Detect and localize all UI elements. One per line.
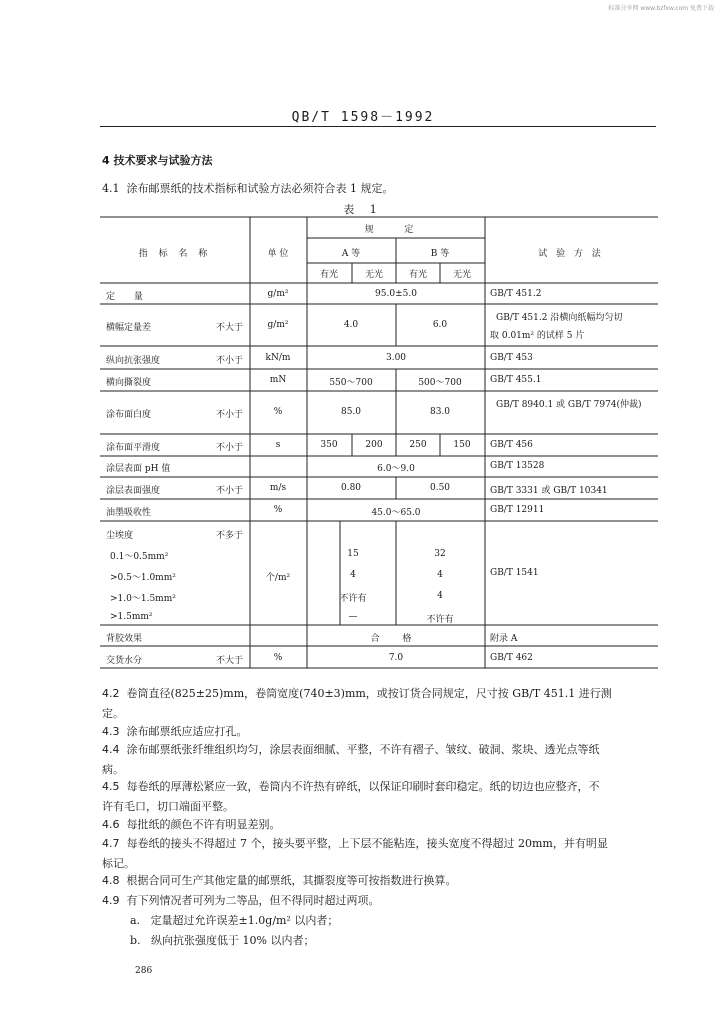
row-name: 横幅定量差 [106,323,152,333]
clause-text-cont: 定。 [102,707,124,720]
list-item-b [130,932,315,948]
header-grade-a: A 等 [341,249,361,259]
clause-4-9 [102,891,658,911]
header-spec: 规 定 [364,225,428,235]
dirt-value-a: 不许有 [339,594,367,604]
row-unit: kN/m [265,353,291,363]
row-name: 油墨吸收性 [106,508,152,518]
row-unit: % [273,505,283,515]
row-value: 95.0±5.0 [375,289,417,299]
row-value-b-matte: 150 [453,440,471,450]
row-method: GB/T 451.2 [490,289,542,299]
dirt-value-a: — [348,612,358,622]
row-value-b: 83.0 [429,407,451,417]
row-name: 涂布面平滑度 [106,443,161,453]
row-value: 45.0～65.0 [371,508,421,518]
row-unit: % [273,653,283,663]
row-name: 定 量 [106,292,151,302]
clause-number: 4.6 [102,818,120,831]
row-qualifier: 不小于 [216,443,244,453]
row-name: 尘埃度 [106,531,134,541]
header-indicator: 指 标 名 称 [138,249,212,259]
clause-text: 卷筒直径(825±25)mm，卷筒宽度(740±3)mm，或按订货合同规定，尺寸按 GB/T 451.1 进行测 [126,687,612,700]
dirt-size-label: >0.5～1.0mm² [110,573,176,583]
row-unit: g/m² [267,289,289,299]
dirt-size-label: >1.0～1.5mm² [110,594,176,604]
row-method: GB/T 462 [490,653,533,663]
clause-text: 每卷纸的接头不得超过 7 个，接头要平整，上下层不能粘连，接头宽度不得超过 20mm，并有明显 [126,837,608,850]
row-value: 合 格 [370,634,422,644]
clause-number: 4.1 [102,182,120,195]
clause-number: 4.8 [102,874,120,887]
row-name: 背胶效果 [106,634,143,644]
header-grade-b: B 等 [430,249,450,259]
row-name: 涂层表面 pH 值 [106,464,171,474]
row-unit: m/s [269,483,287,493]
row-method: GB/T 1541 [490,568,539,578]
dirt-value-b: 4 [437,591,443,601]
clause-4-6 [102,815,658,835]
row-value-a-glossy: 350 [320,440,338,450]
row-value: 6.0～9.0 [377,464,415,474]
row-qualifier: 不小于 [216,356,244,366]
row-qualifier: 不小于 [216,486,244,496]
header-rule [100,126,656,127]
row-value-a-matte: 200 [365,440,383,450]
dirt-value-a: 4 [350,570,356,580]
dirt-value-b: 不许有 [426,615,454,625]
row-method: GB/T 455.1 [490,375,542,385]
clause-text: 涂布邮票纸的技术指标和试验方法必须符合表 1 规定。 [126,182,394,195]
clause-text: 根据合同可生产其他定量的邮票纸，其撕裂度等可按指数进行换算。 [126,874,457,887]
clause-text-cont: 标记。 [102,857,135,870]
row-value-a: 0.80 [340,483,362,493]
clause-text-cont: 许有毛口，切口端面平整。 [102,800,234,813]
clause-text-cont: 病。 [102,763,124,776]
clause-4-7 [102,834,658,874]
row-qualifier: 不多于 [216,531,244,541]
row-method: GB/T 3331 或 GB/T 10341 [490,486,608,496]
row-value-b: 6.0 [432,320,448,330]
row-name: 交货水分 [106,656,143,666]
header-unit: 单 位 [267,249,289,259]
row-qualifier: 不大于 [216,656,244,666]
row-name: 纵向抗张强度 [106,356,161,366]
header-a-glossy: 有光 [319,270,339,280]
row-value-b-glossy: 250 [409,440,427,450]
table-caption: 表 1 [343,203,383,216]
spec-table [100,216,658,670]
watermark: 标准分享网 www.bzfxw.com 免费下载 [608,5,714,12]
row-method: GB/T 453 [490,353,533,363]
clause-4-1 [102,180,394,196]
dirt-value-b: 4 [437,570,443,580]
clause-4-3 [102,722,658,742]
item-text: 纵向抗张强度低于 10% 以内者； [151,934,315,947]
row-unit: 个/m² [265,573,291,583]
row-qualifier: 不大于 [216,323,244,333]
clause-text: 每批纸的颜色不许有明显差别。 [126,818,281,831]
row-qualifier: 不小于 [216,410,244,420]
row-value-a: 4.0 [343,320,359,330]
row-unit: g/m² [267,320,289,330]
clause-text: 有下列情况者可列为二等品，但不得同时超过两项。 [126,894,380,907]
clause-number: 4.3 [102,725,120,738]
row-value-b: 0.50 [429,483,451,493]
clause-text: 涂布邮票纸张纤维组织均匀，涂层表面细腻、平整，不许有褶子、皱纹、破洞、浆块、透光点等纸 [126,743,600,756]
row-method: 附录 A [490,634,518,644]
dirt-value-b: 32 [434,549,446,559]
header-b-glossy: 有光 [408,270,428,280]
item-text: 定量超过允许误差±1.0g/m² 以内者； [150,914,339,927]
row-method: GB/T 456 [490,440,533,450]
item-label: b. [130,934,141,947]
clause-4-2 [102,684,658,724]
section-title: 4 技术要求与试验方法 [102,154,213,167]
header-b-matte: 无光 [452,270,472,280]
row-method: GB/T 8940.1 或 GB/T 7974(仲裁) [496,400,642,410]
row-value: 3.00 [385,353,407,363]
row-method-cont: 取 0.01m² 的试样 5 片 [490,331,585,341]
row-name: 横向撕裂度 [106,378,152,388]
header-a-matte: 无光 [364,270,384,280]
clause-number: 4.5 [102,780,120,793]
row-method: GB/T 12911 [490,505,545,515]
row-value-a: 550～700 [329,378,373,388]
row-unit: mN [269,375,287,385]
row-value-b: 500～700 [418,378,462,388]
row-method: GB/T 13528 [490,461,545,471]
list-item-a [130,912,338,928]
dirt-value-a: 15 [347,549,359,559]
row-method: GB/T 451.2 沿横向纸幅均匀切 [496,313,623,323]
clause-4-4 [102,740,658,780]
row-value: 7.0 [388,653,404,663]
clause-4-8 [102,871,658,891]
row-unit: s [275,440,281,450]
row-name: 涂层表面强度 [106,486,161,496]
clause-number: 4.2 [102,687,120,700]
clause-text: 每卷纸的厚薄松紧应一致，卷筒内不许热有碎纸，以保证印刷时套印稳定。纸的切边也应整齐，不 [126,780,600,793]
clause-text: 涂布邮票纸应适应打孔。 [126,725,248,738]
clause-number: 4.9 [102,894,120,907]
row-name: 涂布面白度 [106,410,152,420]
dirt-size-label: 0.1～0.5mm² [110,552,169,562]
dirt-size-label: >1.5mm² [110,612,153,622]
clause-number: 4.4 [102,743,120,756]
header-method: 试 验 方 法 [538,249,604,259]
row-unit: % [273,407,283,417]
row-value-a: 85.0 [340,407,362,417]
standard-number: QB/T 1598－1992 [291,110,435,125]
clause-number: 4.7 [102,837,120,850]
page-number: 286 [135,966,153,976]
clause-4-5 [102,777,658,817]
item-label: a. [130,914,141,927]
